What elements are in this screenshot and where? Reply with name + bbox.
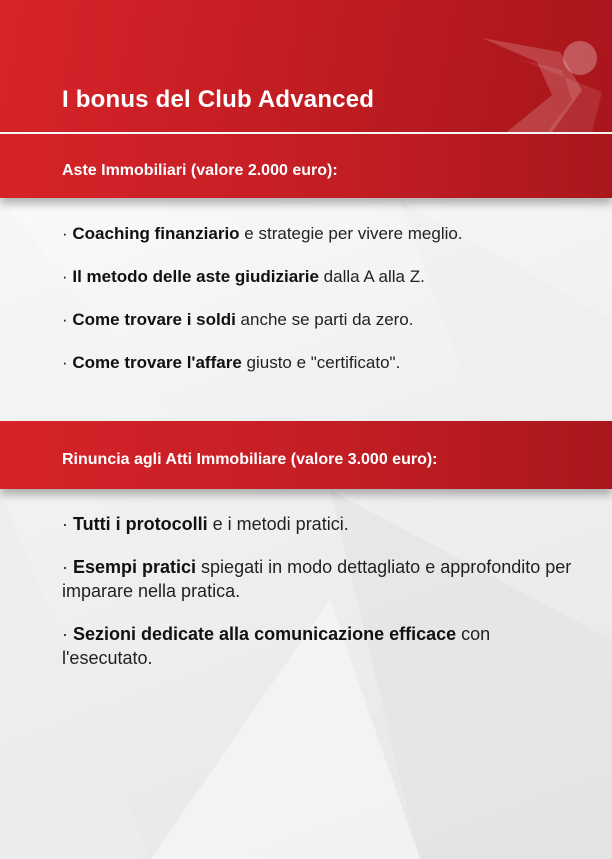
section-title-rinuncia: Rinuncia agli Atti Immobiliare (valore 3.000 euro):: [62, 451, 438, 468]
bonus-list-rinuncia: [62, 512, 572, 689]
bullet: ·: [62, 514, 73, 534]
page-title: I bonus del Club Advanced: [62, 86, 375, 113]
bonus-list-aste: [62, 222, 572, 394]
item-bold-text: Il metodo delle aste giudiziarie: [72, 267, 319, 286]
section-header-aste: [0, 134, 612, 198]
section-title-aste: Aste Immobiliari (valore 2.000 euro):: [62, 162, 338, 179]
item-text: spiegati in modo dettagliato e approfondito per imparare nella pratica.: [62, 557, 572, 601]
list-item: [62, 512, 572, 536]
item-text: dalla A alla Z.: [318, 267, 425, 286]
bullet: ·: [62, 224, 73, 243]
item-text: anche se parti da zero.: [235, 310, 414, 329]
section-header-rinuncia: [0, 421, 612, 489]
item-bold-text: Come trovare l'affare: [72, 353, 242, 372]
club-logo-icon: [452, 0, 612, 132]
item-bold-text: Coaching finanziario: [72, 224, 240, 243]
list-item: [62, 308, 572, 351]
list-item: [62, 555, 572, 603]
item-text: e strategie per vivere meglio.: [239, 224, 463, 243]
item-text: giusto e "certificato".: [241, 353, 401, 372]
item-bold-text: Tutti i protocolli: [73, 514, 208, 534]
item-bold-text: Come trovare i soldi: [72, 310, 236, 329]
page-header: [0, 0, 612, 132]
item-text: con l'esecutato.: [62, 624, 491, 668]
item-bold-text: Esempi pratici: [73, 557, 197, 577]
list-item: [62, 622, 572, 670]
bullet: ·: [62, 353, 73, 372]
list-item: [62, 265, 572, 308]
bullet: ·: [62, 557, 73, 577]
bullet: ·: [62, 624, 73, 644]
item-bold-text: Sezioni dedicate alla comunicazione efficace: [73, 624, 457, 644]
bullet: ·: [62, 310, 73, 329]
item-text: e i metodi pratici.: [207, 514, 349, 534]
bullet: ·: [62, 267, 73, 286]
list-item: [62, 351, 572, 394]
list-item: [62, 222, 572, 265]
